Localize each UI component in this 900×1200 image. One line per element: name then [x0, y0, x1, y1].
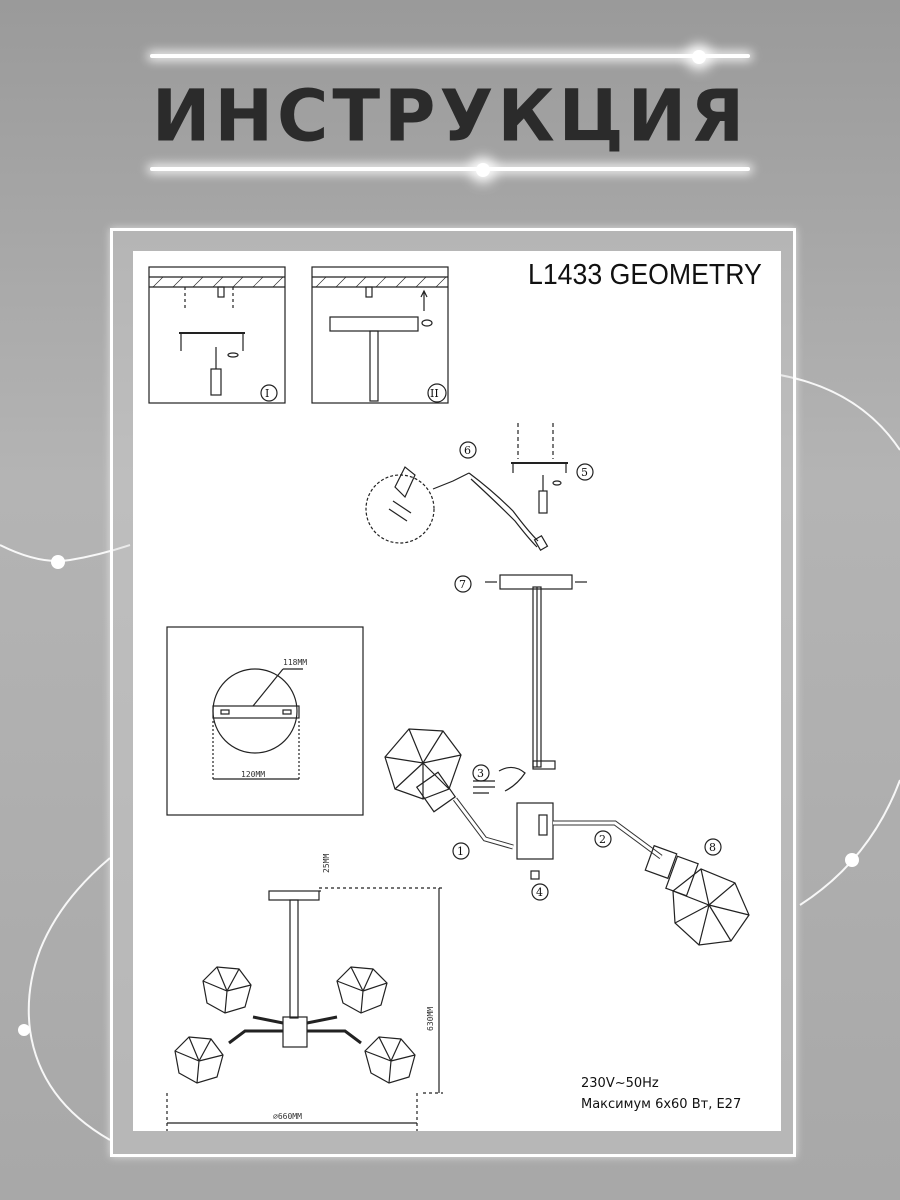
step-5: 5 [581, 466, 588, 479]
step-7: 7 [459, 578, 466, 591]
canopy-height-dimension: 25MM [322, 853, 331, 873]
figure-2-label: II [430, 387, 439, 400]
step-1: 1 [457, 845, 464, 858]
voltage-spec: 230V~50Hz [581, 1076, 659, 1091]
height-dimension: 630MM [426, 1006, 435, 1031]
model-name: L1433 GEOMETRY [528, 259, 762, 291]
figure-1 [149, 267, 285, 403]
assembly-diagram [133, 251, 781, 1131]
left-arm [385, 729, 525, 847]
width-dimension: ⌀660MM [273, 1112, 302, 1121]
figure-1-label: I [265, 387, 270, 400]
step-4: 4 [536, 886, 543, 899]
figure-2 [312, 267, 448, 403]
overall-dimensions-drawing [167, 888, 443, 1131]
step-3: 3 [477, 767, 484, 780]
power-spec: Максимум 6x60 Вт, E27 [581, 1097, 742, 1112]
right-arm [553, 823, 749, 945]
canopy-dimension-inset [167, 627, 363, 815]
electrical-specs [581, 1073, 741, 1115]
instruction-sheet [133, 251, 781, 1131]
canopy-diameter-dimension: 120MM [241, 770, 266, 779]
page-title: ИНСТРУКЦИЯ [151, 74, 749, 158]
canopy-assembly [485, 575, 587, 879]
step-8: 8 [709, 841, 716, 854]
step-2: 2 [599, 833, 606, 846]
step-markers [453, 442, 721, 900]
bracket-dimension: 118MM [283, 658, 308, 667]
step-6: 6 [464, 444, 471, 457]
